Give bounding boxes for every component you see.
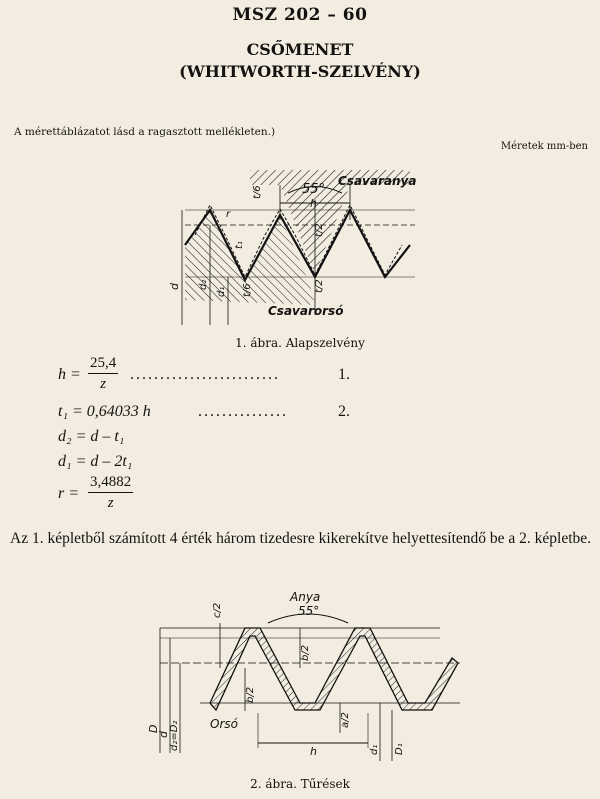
formula1-leader: ......................... xyxy=(130,366,280,383)
fig1-t1-label: t₁ xyxy=(234,241,245,249)
fig2-D1-label: D₁ xyxy=(394,743,405,755)
fig1-angle-label: 55° xyxy=(302,182,326,197)
fig1-r-label: r xyxy=(226,209,231,220)
figure2-caption: 2. ábra. Tűrések xyxy=(250,777,350,791)
fig2-angle-label: 55° xyxy=(298,604,320,618)
formula3: d₂ = d – t₁ xyxy=(58,428,125,445)
formula2-lhs: t₁ = 0,64033 h xyxy=(58,403,151,420)
fig1-t6-bottom-label: t/6 xyxy=(242,283,253,297)
fig2-c2-label: c/2 xyxy=(212,602,223,618)
fig1-d-label: d xyxy=(168,283,181,290)
fig1-h-label: h xyxy=(310,197,317,210)
fig2-d2D2-label: d₂=D₂ xyxy=(169,720,180,751)
page-subtitle: (WHITWORTH-SZELVÉNY) xyxy=(179,62,421,81)
fig2-bolt-label: Orsó xyxy=(210,717,238,731)
standard-number: MSZ 202 – 60 xyxy=(232,5,368,25)
fig2-d-label: d xyxy=(157,731,170,738)
formula1-lhs: h = xyxy=(58,366,81,383)
formula5-fraction xyxy=(88,474,133,512)
fig1-bolt-label: Csavarorsó xyxy=(268,304,344,318)
fig1-t2-bottom-label: t/2 xyxy=(314,279,325,293)
fig1-d2-label: d₂ xyxy=(198,279,209,290)
size-table-note: A mérettáblázatot lásd a ragasztott mellékleten.) xyxy=(14,126,276,138)
figure1-caption: 1. ábra. Alapszelvény xyxy=(235,336,365,350)
fig2-d1-label: d₁ xyxy=(369,744,380,755)
fig2-h-label: h xyxy=(310,745,317,758)
fig1-nut-label: Csavaranya xyxy=(338,174,417,188)
fig1-t2-top-label: t/2 xyxy=(314,223,325,237)
formula1-fraction xyxy=(88,355,118,393)
formula1-numerator: 25,4 xyxy=(88,355,118,374)
formula5-numerator: 3,4882 xyxy=(88,474,133,493)
figure1-thread-profile xyxy=(170,165,430,330)
fig1-t6-top-label: t/6 xyxy=(252,185,263,199)
fig2-D-label: D xyxy=(147,724,160,733)
formula5-denominator: z xyxy=(107,495,114,511)
formula2-leader: ............... xyxy=(198,403,288,420)
formula1-denominator: z xyxy=(100,376,107,392)
fig2-b2-top-label: b/2 xyxy=(300,644,311,661)
fig2-nut-label: Anya xyxy=(290,590,321,604)
figure2-tolerances xyxy=(140,583,480,768)
formula4: d₁ = d – 2t₁ xyxy=(58,453,133,470)
body-paragraph: Az 1. képletből számított 4 érték három tizedesre kikerekítve helyettesítendő be a 2. képletbe. xyxy=(10,530,592,547)
fig2-a2-label: a/2 xyxy=(340,712,351,728)
units-note: Méretek mm-ben xyxy=(500,141,588,152)
formula2-number: 2. xyxy=(338,403,350,420)
page-title: CSŐMENET xyxy=(246,40,354,59)
fig2-b2-left-label: b/2 xyxy=(245,686,256,703)
formula1-number: 1. xyxy=(338,366,350,383)
formula5-lhs: r = xyxy=(58,485,80,502)
fig1-d1-label: d₁ xyxy=(216,286,227,297)
